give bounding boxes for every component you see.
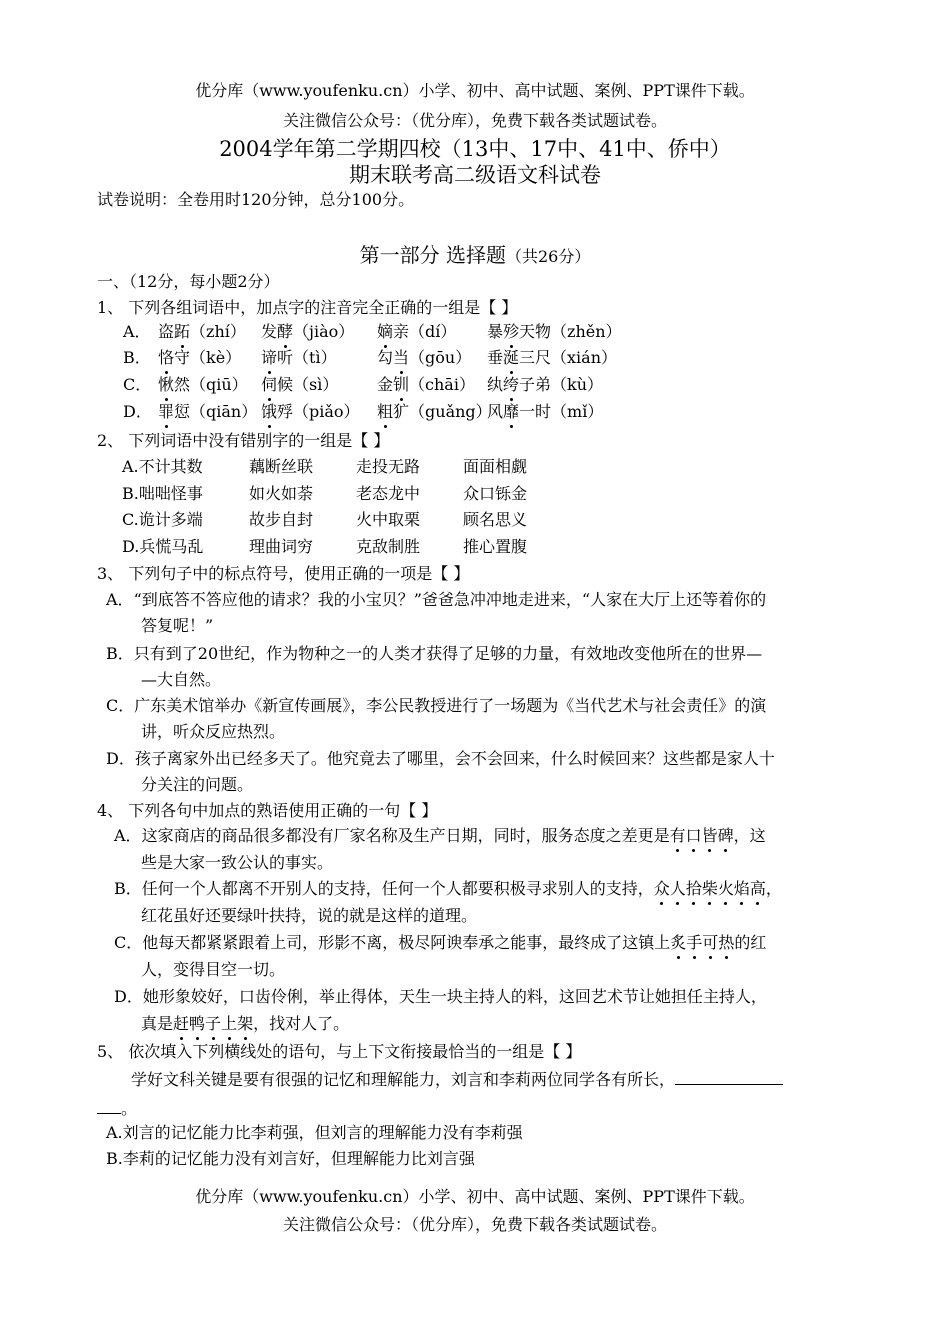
q5-passage-period: 。 (121, 1099, 138, 1118)
q1-term (158, 374, 248, 396)
q1-term (261, 321, 354, 343)
option-text: 的红 (734, 933, 767, 952)
q1-term (261, 347, 337, 369)
q1-term (487, 321, 622, 343)
dotted-char: 子 (205, 1014, 222, 1033)
dotted-char: 可 (702, 933, 719, 952)
q2-cell: 克敌制胜 (356, 537, 421, 556)
dotted-char: 手 (686, 933, 703, 952)
q3-option-continued: 分关注的问题。 (141, 775, 254, 794)
q2-cell: 如火如荼 (249, 484, 314, 503)
q1-term (158, 347, 241, 369)
q2-cell: 走投无路 (356, 457, 421, 476)
option-label: C． (114, 933, 143, 952)
dotted-char: 嫡 (377, 322, 394, 341)
dotted-char: 皆 (701, 826, 718, 845)
dotted-char: 罪 (158, 402, 175, 421)
q5-blank-end (97, 1097, 121, 1114)
q5-passage-text: 学好文科关键是要有很强的记忆和理解能力，刘言和李莉两位同学各有所长， (131, 1070, 676, 1089)
q4-option-continued (141, 959, 285, 981)
exam-title-line-1: 2004学年第二学期四校（13中、17中、41中、侨中） (219, 137, 731, 161)
term-text: 子弟（kù） (519, 375, 604, 394)
q4-option (114, 932, 766, 954)
q2-cell: A.不计其数 (122, 457, 203, 476)
q2-stem: 2、 下列词语中没有错别字的一组是【 】 (97, 431, 390, 450)
part1-title: 第一部分 选择题 (359, 243, 506, 267)
term-text: （zhí） (190, 322, 246, 341)
q5-option-a: A.刘言的记忆能力比李莉强，但刘言的理解能力没有李莉强 (106, 1123, 523, 1142)
q1-option-row (123, 374, 823, 396)
q2-cell: D.兵慌马乱 (122, 537, 204, 556)
option-text: 孩子离家外出已经多天了。他究竟去了哪里，会不会回来，什么时候回来？这些都是家人十 (134, 749, 775, 768)
q3-option (106, 643, 762, 665)
term-text: 殍（piǎo） (277, 402, 360, 421)
q4-option (114, 986, 767, 1008)
option-text: 任何一个人都离不开别人的支持，任何一个人都要积极寻求别人的支持， (141, 879, 654, 898)
q5-option-b: B.李莉的记忆能力没有刘言好，但理解能力比刘言强 (106, 1149, 475, 1168)
q3-option-continued: —大自然。 (141, 670, 222, 689)
option-label: C． (106, 696, 135, 715)
dotted-char: 口 (685, 826, 702, 845)
q3-option-continued: 讲，听众反应热烈。 (141, 722, 286, 741)
footer-line-2: 关注微信公众号：（优分库），免费下载各类试题试卷。 (282, 1215, 667, 1234)
term-text: 暴 (487, 322, 504, 341)
term-text: （chāi） (409, 375, 475, 394)
option-label: A． (106, 590, 134, 609)
q1-term (377, 321, 456, 343)
dotted-char: 谛 (261, 348, 278, 367)
q1-term (158, 401, 257, 423)
option-label: B． (114, 879, 142, 898)
dotted-char: 粗 (377, 402, 394, 421)
term-text: 愆（qiān） (174, 402, 258, 421)
q1-term (261, 374, 338, 396)
q5-passage-end (97, 1097, 137, 1120)
q1-stem: 1、 下列各组词语中，加点字的注音完全正确的一组是【 】 (97, 298, 518, 317)
option-label: D． (114, 987, 143, 1006)
term-text: 然（qiū） (174, 375, 248, 394)
dotted-char: 伺 (261, 375, 278, 394)
q1-option-row (123, 347, 823, 369)
q2-cell: 理曲词穷 (249, 537, 314, 556)
term-text: 听（tì） (277, 348, 337, 367)
q1-term (487, 374, 603, 396)
q1-term (487, 401, 603, 423)
term-text: 垂 (487, 348, 504, 367)
dotted-char: 饿 (261, 402, 278, 421)
dotted-char: 人 (669, 879, 686, 898)
dotted-char: 碑 (717, 826, 734, 845)
dotted-char: 钏 (393, 375, 410, 394)
dotted-char: 涎 (503, 348, 520, 367)
term-text: 金 (377, 375, 394, 394)
q5-stem: 5、 依次填入下列横线处的语句，与上下文衔接最恰当的一组是【 】 (97, 1042, 582, 1061)
q2-cell: 顾名思义 (463, 510, 528, 529)
dotted-char: 众 (653, 879, 670, 898)
q4-option (114, 825, 766, 847)
q3-option (106, 589, 766, 611)
header-line-2: 关注微信公众号：（优分库），免费下载各类试题试卷。 (282, 111, 667, 130)
dotted-char: 赶 (173, 1014, 190, 1033)
dotted-char: 有 (669, 826, 686, 845)
dotted-char: 热 (718, 933, 735, 952)
dotted-char: 架 (237, 1014, 254, 1033)
dotted-char: 火 (717, 879, 734, 898)
section1-heading: 一、（12分，每小题2分） (97, 272, 280, 291)
option-text: ，找对人了。 (253, 1014, 350, 1033)
term-text: 犷（guǎng） (393, 402, 492, 421)
option-label: A． (123, 322, 151, 341)
option-label: B． (123, 348, 151, 367)
q2-cell: B.咄咄怪事 (122, 484, 203, 503)
option-label: B． (106, 644, 134, 663)
term-text: 勾 (377, 348, 394, 367)
q4-option-continued (141, 905, 477, 927)
q4-option (114, 878, 782, 900)
term-text: 亲（dí） (393, 322, 457, 341)
header-line-1: 优分库（www.youfenku.cn）小学、初中、高中试题、案例、PPT课件下载。 (195, 81, 755, 100)
part1-score: （共26分） (505, 247, 591, 266)
q1-term (487, 347, 617, 369)
q2-cell: 众口铄金 (463, 484, 528, 503)
q2-cell: 老态龙中 (356, 484, 421, 503)
option-label: C． (123, 375, 152, 394)
q2-cell: 故步自封 (249, 510, 314, 529)
dotted-char: 上 (221, 1014, 238, 1033)
term-text: 发 (261, 322, 278, 341)
dotted-char: 炙 (670, 933, 687, 952)
option-text: 这家商店的商品很多都没有厂家名称及生产日期，同时，服务态度之差更是 (141, 826, 670, 845)
option-text: 只有到了20世纪，作为物种之一的人类才获得了足够的力量，有效地改变他所在的世界— (133, 644, 763, 663)
q1-term (261, 401, 360, 423)
option-label: D． (123, 402, 152, 421)
option-text: “到底答不答应他的请求？我的小宝贝？”爸爸急冲冲地走进来，“人家在大厅上还等着你的 (133, 590, 767, 609)
q3-option (106, 695, 766, 717)
q3-option (106, 748, 775, 770)
q3-option-continued: 答复呢！” (141, 616, 214, 635)
option-text: ， (765, 879, 782, 898)
q1-term (377, 347, 471, 369)
exam-instructions: 试卷说明：全卷用时120分钟，总分100分。 (97, 190, 415, 209)
dotted-char: 高 (749, 879, 766, 898)
q5-blank (675, 1068, 783, 1085)
dotted-char: 当 (393, 348, 410, 367)
dotted-char: 柴 (701, 879, 718, 898)
option-text: 红花虽好还要绿叶扶持，说的就是这样的道理。 (141, 906, 478, 925)
term-text: （gōu） (409, 348, 472, 367)
term-text: 纨 (487, 375, 504, 394)
option-text: 真是 (141, 1014, 174, 1033)
q1-option-row (123, 321, 823, 343)
dotted-char: 鸭 (189, 1014, 206, 1033)
term-text: 候（sì） (277, 375, 339, 394)
dotted-char: 恪 (158, 348, 175, 367)
q2-cell: 火中取栗 (356, 510, 421, 529)
option-text: 她形象姣好，口齿伶俐，举止得体，天生一块主持人的料，这回艺术节让她担任主持人， (142, 987, 767, 1006)
q2-cell: C.诡计多端 (122, 510, 203, 529)
q1-term (158, 321, 246, 343)
part1-heading (0, 242, 950, 270)
q2-cell: 推心置腹 (463, 537, 528, 556)
term-text: 守（kè） (174, 348, 242, 367)
q4-option-continued (141, 1013, 349, 1035)
term-text: 天物（zhěn） (519, 322, 622, 341)
dotted-char: 酵 (277, 322, 294, 341)
dotted-char: 靡 (503, 402, 520, 421)
term-text: 风 (487, 402, 504, 421)
dotted-char: 跖 (174, 322, 191, 341)
term-text: 一时（mǐ） (519, 402, 604, 421)
term-text: 三尺（xián） (519, 348, 618, 367)
footer-line-1: 优分库（www.youfenku.cn）小学、初中、高中试题、案例、PPT课件下载。 (195, 1187, 755, 1206)
option-label: A． (114, 826, 142, 845)
option-text: 他每天都紧紧跟着上司，形影不离，极尽阿谀奉承之能事，最终成了这镇上 (142, 933, 671, 952)
q2-cell: 面面相觑 (463, 457, 528, 476)
q5-passage (131, 1068, 783, 1091)
option-text: 些是大家一致公认的事实。 (141, 853, 334, 872)
option-text: ，这 (733, 826, 766, 845)
q3-stem: 3、 下列句子中的标点符号，使用正确的一项是【 】 (97, 564, 470, 583)
dotted-char: 愀 (158, 375, 175, 394)
option-label: D． (106, 749, 135, 768)
exam-title-line-2: 期末联考高二级语文科试卷 (349, 163, 601, 187)
option-text: 广东美术馆举办《新宣传画展》，李公民教授进行了一场题为《当代艺术与社会责任》的演 (134, 696, 767, 715)
term-text: （jiào） (293, 322, 355, 341)
q1-term (377, 401, 492, 423)
dotted-char: 焰 (733, 879, 750, 898)
q4-option-continued (141, 852, 333, 874)
q1-option-row (123, 401, 823, 423)
q2-cell: 藕断丝联 (249, 457, 314, 476)
q4-stem: 4、 下列各句中加点的熟语使用正确的一句【 】 (97, 801, 438, 820)
option-text: 人，变得目空一切。 (141, 960, 286, 979)
q1-term (377, 374, 475, 396)
dotted-char: 拾 (685, 879, 702, 898)
dotted-char: 绔 (503, 375, 520, 394)
dotted-char: 殄 (503, 322, 520, 341)
term-text: 盗 (158, 322, 175, 341)
